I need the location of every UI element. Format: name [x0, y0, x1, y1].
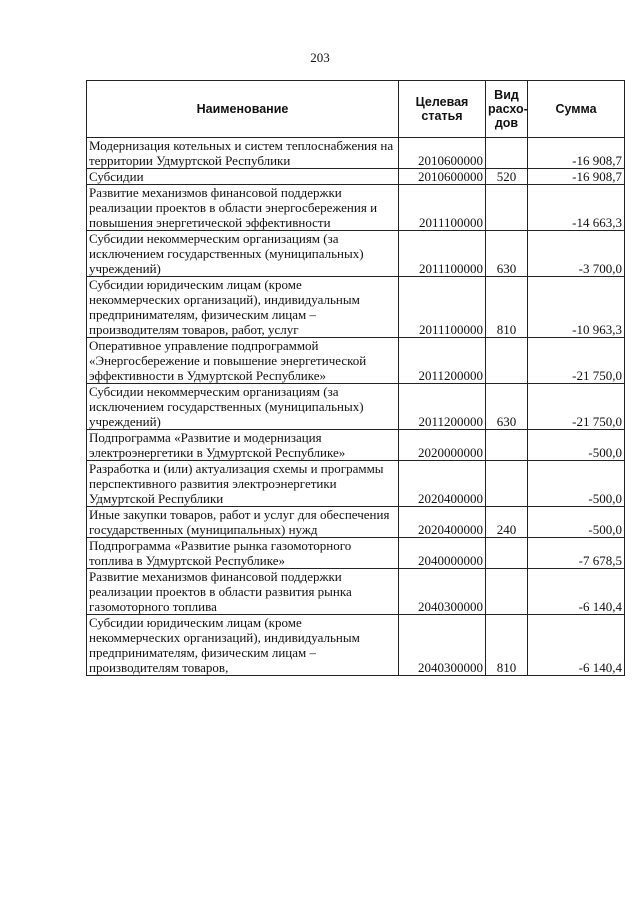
row-type: 520	[486, 169, 528, 185]
row-sum: -6 140,4	[528, 569, 625, 615]
row-name: Развитие механизмов финансовой поддержки реализации проектов в области развития рынка газомоторного топлива	[87, 569, 399, 615]
row-sum: -14 663,3	[528, 185, 625, 231]
row-name: Разработка и (или) актуализация схемы и программы перспективного развития электроэнергетики Удмуртской Республики	[87, 461, 399, 507]
row-name: Субсидии юридическим лицам (кроме некоммерческих организаций), индивидуальным предпринимателям, физическим лицам – производителям товаров, работ, услуг	[87, 277, 399, 338]
row-sum: -21 750,0	[528, 338, 625, 384]
row-name: Субсидии	[87, 169, 399, 185]
table-row	[87, 538, 625, 569]
table-row	[87, 185, 625, 231]
row-sum: -500,0	[528, 507, 625, 538]
row-type	[486, 430, 528, 461]
table-row	[87, 615, 625, 676]
table-row	[87, 231, 625, 277]
row-type	[486, 185, 528, 231]
table-row	[87, 461, 625, 507]
header-row	[87, 81, 625, 138]
row-code: 2020000000	[399, 430, 486, 461]
row-code: 2011200000	[399, 338, 486, 384]
header-sum: Сумма	[528, 81, 625, 138]
row-name: Субсидии некоммерческим организациям (за исключением государственных (муниципальных) учреждений)	[87, 384, 399, 430]
row-type	[486, 138, 528, 169]
table-row	[87, 507, 625, 538]
row-type	[486, 538, 528, 569]
table-row	[87, 169, 625, 185]
budget-table	[86, 80, 625, 676]
header-code: Целевая статья	[399, 81, 486, 138]
row-code: 2011100000	[399, 277, 486, 338]
row-code: 2011100000	[399, 231, 486, 277]
row-name: Оперативное управление подпрограммой «Энергосбережение и повышение энергетической эффективности в Удмуртской Республике»	[87, 338, 399, 384]
row-type	[486, 461, 528, 507]
row-sum: -500,0	[528, 461, 625, 507]
table-row	[87, 138, 625, 169]
page-number: 203	[310, 50, 330, 65]
row-sum: -500,0	[528, 430, 625, 461]
row-sum: -21 750,0	[528, 384, 625, 430]
row-code: 2040300000	[399, 615, 486, 676]
header-name: Наименование	[87, 81, 399, 138]
row-sum: -6 140,4	[528, 615, 625, 676]
row-name: Субсидии юридическим лицам (кроме некоммерческих организаций), индивидуальным предпринимателям, физическим лицам – производителям товаров,	[87, 615, 399, 676]
row-sum: -3 700,0	[528, 231, 625, 277]
row-type: 810	[486, 277, 528, 338]
row-code: 2010600000	[399, 138, 486, 169]
row-type	[486, 569, 528, 615]
row-name: Подпрограмма «Развитие и модернизация электроэнергетики в Удмуртской Республике»	[87, 430, 399, 461]
table-row	[87, 277, 625, 338]
row-sum: -7 678,5	[528, 538, 625, 569]
row-name: Развитие механизмов финансовой поддержки реализации проектов в области энергосбережения и повышения энергетической эффективности	[87, 185, 399, 231]
row-code: 2040000000	[399, 538, 486, 569]
table-row	[87, 569, 625, 615]
table-row	[87, 384, 625, 430]
row-code: 2020400000	[399, 507, 486, 538]
row-type: 240	[486, 507, 528, 538]
table-row	[87, 338, 625, 384]
row-code: 2011100000	[399, 185, 486, 231]
table-row	[87, 430, 625, 461]
row-code: 2040300000	[399, 569, 486, 615]
row-type: 630	[486, 231, 528, 277]
row-sum: -16 908,7	[528, 138, 625, 169]
row-name: Модернизация котельных и систем теплоснабжения на территории Удмуртской Республики	[87, 138, 399, 169]
row-code: 2011200000	[399, 384, 486, 430]
header-type: Вид расхо-дов	[486, 81, 528, 138]
row-type: 630	[486, 384, 528, 430]
row-name: Подпрограмма «Развитие рынка газомоторного топлива в Удмуртской Республике»	[87, 538, 399, 569]
row-name: Иные закупки товаров, работ и услуг для обеспечения государственных (муниципальных) нужд	[87, 507, 399, 538]
row-code: 2020400000	[399, 461, 486, 507]
row-code: 2010600000	[399, 169, 486, 185]
row-type: 810	[486, 615, 528, 676]
table-body	[87, 138, 625, 676]
row-sum: -10 963,3	[528, 277, 625, 338]
row-name: Субсидии некоммерческим организациям (за исключением государственных (муниципальных) учреждений)	[87, 231, 399, 277]
row-type	[486, 338, 528, 384]
row-sum: -16 908,7	[528, 169, 625, 185]
